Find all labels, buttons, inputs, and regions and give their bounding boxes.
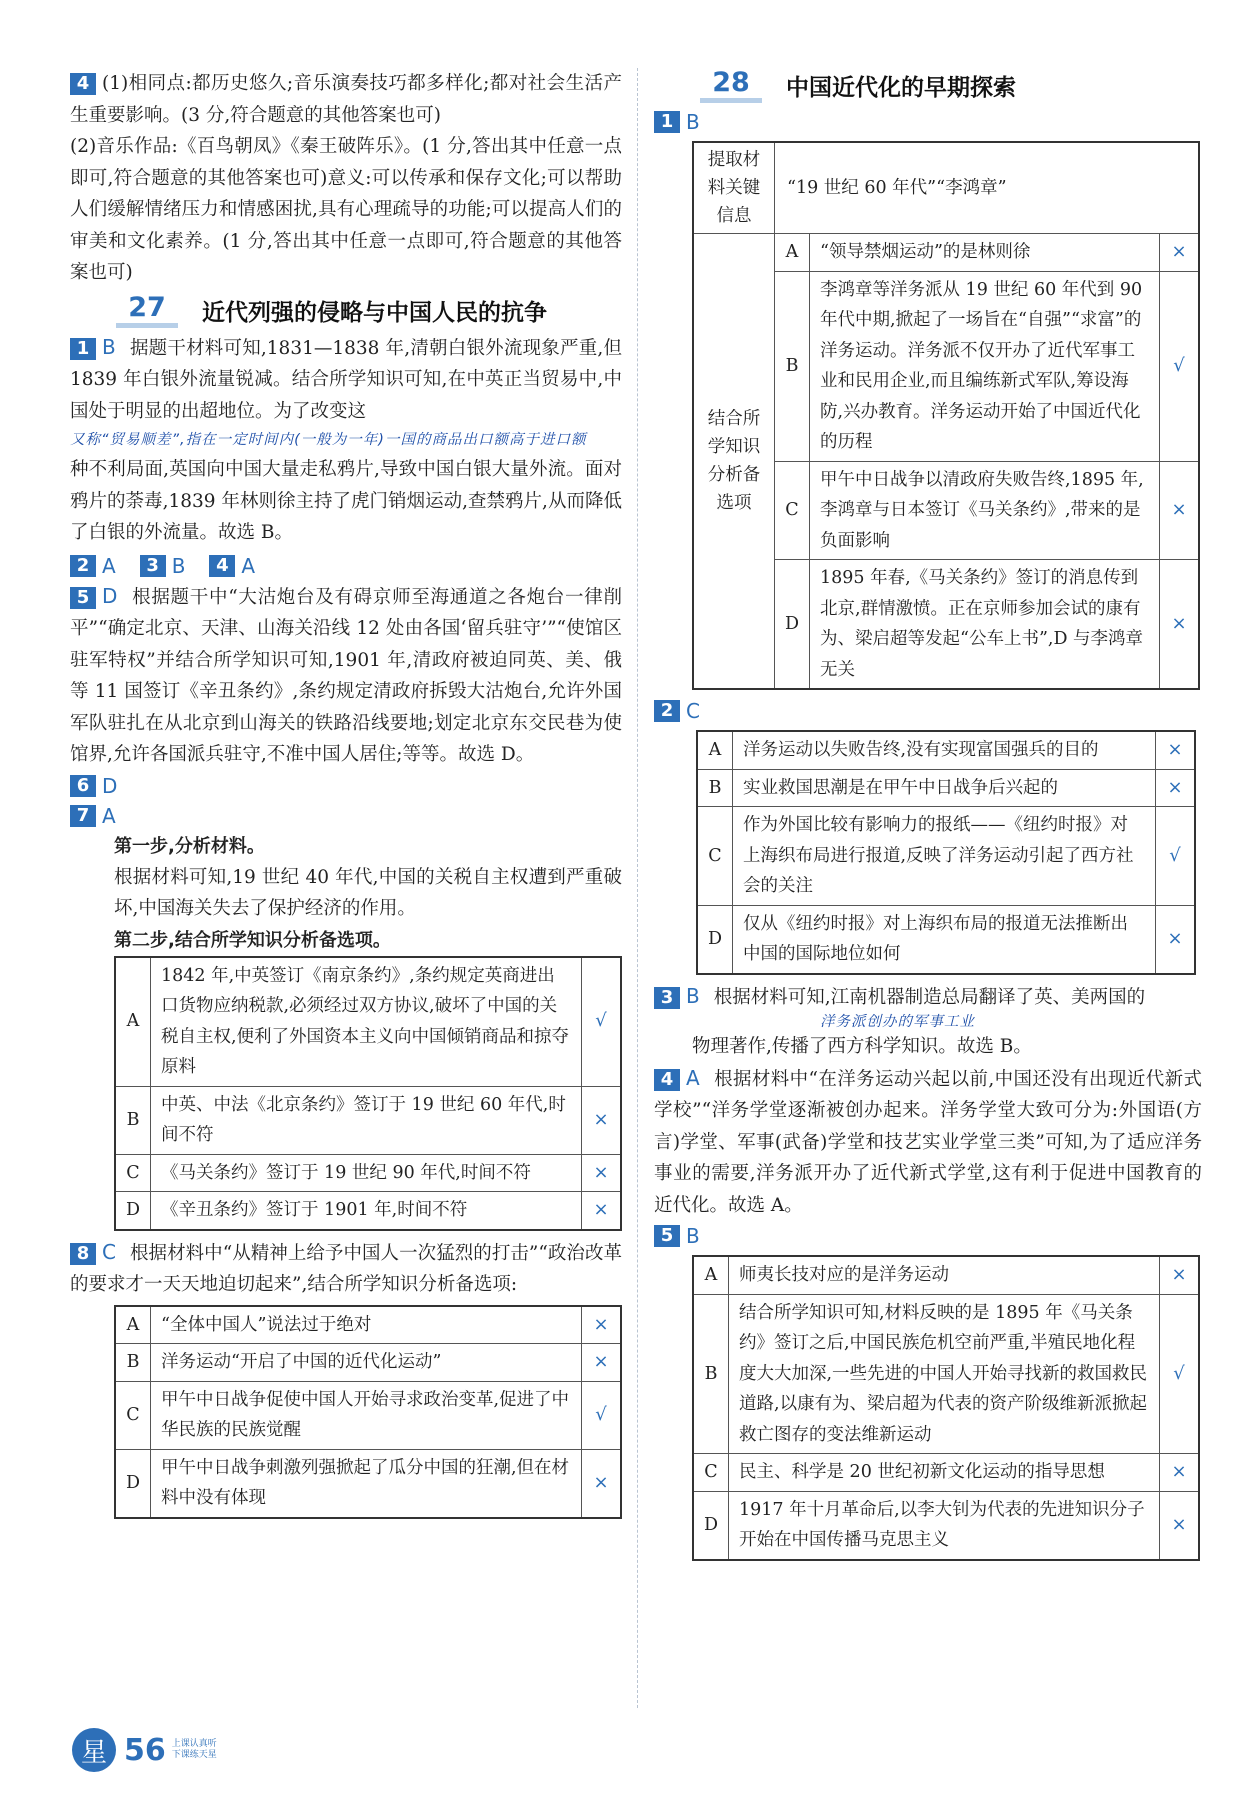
option-analysis: 仅从《纽约时报》对上海织布局的报道无法推断出中国的国际地位如何	[733, 905, 1156, 974]
section-title: 近代列强的侵略与中国人民的抗争	[202, 299, 547, 326]
key-info-label: 提取材料关键信息	[693, 142, 775, 234]
table-row	[693, 1294, 1199, 1454]
option-label: D	[115, 1449, 151, 1518]
footer-slogan: 上课认真听 下课练天星	[171, 1739, 217, 1760]
q8-block	[70, 1237, 622, 1519]
answer-letter: A	[241, 553, 256, 578]
page-number: 56	[124, 1732, 166, 1768]
q8-options-table	[114, 1305, 622, 1519]
q5-text: 5 D 根据题干中“大沽炮台及有碍京师至海通道之各炮台一律削平”“确定北京、天津、山海关沿线 12 处由各国‘留兵驻守’”“使馆区驻军特权”并结合所学知识可知,1901 年,清政府被迫同英、美、俄等 11 国签订《辛丑条约》,条约规定清政府拆毁大沽炮台,允许外国军队驻扎在从北京到山海关的铁路沿线要地;划定北京东交民巷为使馆界,允许各国派兵驻守,不准中国人居住;等等。故选 D。	[70, 583, 622, 765]
question-number: 4	[70, 73, 96, 95]
question-number: 5	[654, 1225, 680, 1247]
q7-header	[70, 801, 622, 831]
q7-options-table	[114, 956, 622, 1231]
check-mark-icon: √	[1160, 271, 1200, 461]
q4-part2: (2)音乐作品:《百鸟朝凤》《秦王破阵乐》。(1 分,答出其中任意一点即可,符合题意的其他答案也可)意义:可以传承和保存文化;可以帮助人们缓解情绪压力和情感困扰,具有心理疏导的功能;可以提高人们的审美和文化素养。(1 分,答出其中任意一点即可,符合题意的其他答案也可)	[70, 136, 622, 283]
star-logo-icon: 星	[72, 1728, 116, 1772]
option-label: B	[693, 1294, 729, 1454]
option-analysis: 师夷长技对应的是洋务运动	[729, 1256, 1160, 1294]
cross-mark-icon: ×	[582, 1449, 622, 1518]
table-row	[697, 905, 1195, 974]
option-label: B	[115, 1086, 151, 1154]
table-row	[693, 234, 1199, 272]
cross-mark-icon: ×	[1160, 234, 1200, 272]
cross-mark-icon: ×	[1160, 1256, 1200, 1294]
q2-header	[654, 696, 1202, 726]
key-info-value: “19 世纪 60 年代”“李鸿章”	[775, 142, 1200, 234]
option-label: C	[697, 807, 733, 906]
table-row	[697, 731, 1195, 769]
answer-letter: B	[171, 553, 186, 578]
q4-answer-block	[70, 68, 622, 289]
q7-step1: 第一步,分析材料。	[114, 835, 265, 857]
q7-step2: 第二步,结合所学知识分析备选项。	[114, 929, 391, 951]
q4-block	[654, 1063, 1202, 1222]
table-row	[115, 1344, 621, 1382]
question-number: 5	[70, 587, 96, 609]
option-label: A	[775, 234, 810, 272]
q1-text-a: 1 B 据题干材料可知,1831—1838 年,清朝白银外流现象严重,但 1839 年白银外流量锐减。结合所学知识可知,在中英正当贸易中,中国处于明显的出超地位。为了改变这	[70, 334, 622, 422]
table-row	[693, 1491, 1199, 1560]
option-analysis: 实业救国思潮是在甲午中日战争后兴起的	[733, 769, 1156, 807]
answer-letter: A	[102, 803, 116, 828]
option-analysis: 甲午中日战争刺激列强掀起了瓜分中国的狂潮,但在材料中没有体现	[151, 1449, 582, 1518]
handwritten-note: 洋务派创办的军事工业	[820, 1014, 975, 1030]
option-label: C	[115, 1154, 151, 1192]
q6-answer	[70, 771, 622, 801]
cross-mark-icon: ×	[1160, 1454, 1200, 1492]
option-analysis: 李鸿章等洋务派从 19 世纪 60 年代到 90 年代中期,掀起了一场旨在“自强”“求富”的洋务运动。洋务派不仅开办了近代军事工业和民用企业,而且编练新式军队,筹设海防,兴办教育。洋务运动开始了中国近代化的历程	[810, 271, 1160, 461]
section-number: 28	[700, 68, 762, 103]
option-label: D	[697, 905, 733, 974]
page-footer	[72, 1728, 217, 1772]
answer-letter: D	[102, 583, 118, 608]
q7-step1-text: 根据材料可知,19 世纪 40 年代,中国的关税自主权遭到严重破坏,中国海关失去了保护经济的作用。	[114, 866, 622, 919]
table-row	[115, 1449, 621, 1518]
q2-q4-answers	[70, 551, 622, 581]
question-number: 3	[140, 555, 166, 577]
q8-text: 8 C 根据材料中“从精神上给予中国人一次猛烈的打击”“政治改革的要求才一天天地迫切起来”,结合所学知识分析备选项:	[70, 1239, 622, 1295]
question-number: 4	[654, 1069, 680, 1091]
cross-mark-icon: ×	[1160, 560, 1200, 690]
answer-letter: A	[686, 1065, 700, 1090]
q3-text-a: 3 B 根据材料可知,江南机器制造总局翻译了英、美两国的	[654, 981, 1202, 1014]
option-analysis: 《辛丑条约》签订于 1901 年,时间不符	[151, 1192, 582, 1230]
option-analysis: 1917 年十月革命后,以李大钊为代表的先进知识分子开始在中国传播马克思主义	[729, 1491, 1160, 1560]
option-analysis: 1842 年,中英签订《南京条约》,条约规定英商进出口货物应纳税款,必须经过双方协议,破坏了中国的关税自主权,便利了外国资本主义向中国倾销商品和掠夺原料	[151, 957, 582, 1087]
option-analysis: 洋务运动以失败告终,没有实现富国强兵的目的	[733, 731, 1156, 769]
option-label: A	[693, 1256, 729, 1294]
option-label: C	[115, 1381, 151, 1449]
option-analysis: 1895 年春,《马关条约》签订的消息传到北京,群情激愤。正在京师参加会试的康有为、梁启超等发起“公车上书”,D 与李鸿章无关	[810, 560, 1160, 690]
table-row	[693, 142, 1199, 234]
option-label: C	[775, 461, 810, 560]
table-row	[115, 1306, 621, 1344]
question-number: 1	[654, 111, 680, 133]
option-label: D	[775, 560, 810, 690]
q3-block	[654, 981, 1202, 1063]
handwritten-note: 又称“贸易顺差”,指在一定时间内(一般为一年)一国的商品出口额高于进口额	[70, 432, 587, 448]
question-number: 1	[70, 338, 96, 360]
cross-mark-icon: ×	[582, 1192, 622, 1230]
option-analysis: 中英、中法《北京条约》签订于 19 世纪 60 年代,时间不符	[151, 1086, 582, 1154]
option-analysis: 作为外国比较有影响力的报纸——《纽约时报》对上海织布局进行报道,反映了洋务运动引起了西方社会的关注	[733, 807, 1156, 906]
option-analysis: 洋务运动“开启了中国的近代化运动”	[151, 1344, 582, 1382]
option-label: D	[115, 1192, 151, 1230]
option-label: D	[693, 1491, 729, 1560]
answer-letter: B	[686, 983, 700, 1008]
answer-letter: D	[102, 773, 118, 798]
cross-mark-icon: ×	[1160, 461, 1200, 560]
q2-options-table	[696, 730, 1196, 975]
option-label: A	[115, 1306, 151, 1344]
question-number: 4	[209, 555, 235, 577]
answer-letter: B	[102, 334, 116, 359]
q1-block	[70, 332, 622, 549]
q5-block	[70, 581, 622, 771]
q3-text-b: 物理著作,传播了西方科学知识。故选 B。	[692, 1036, 1032, 1057]
q2-answer	[70, 554, 130, 578]
q5-header	[654, 1221, 1202, 1251]
analysis-label: 结合所学知识分析备选项	[693, 234, 775, 690]
table-row	[693, 1256, 1199, 1294]
q1-text-b: 种不利局面,英国向中国大量走私鸦片,导致中国白银大量外流。面对鸦片的荼毒,1839 年林则徐主持了虎门销烟运动,查禁鸦片,从而降低了白银的外流量。故选 B。	[70, 459, 622, 543]
option-label: A	[697, 731, 733, 769]
check-mark-icon: √	[582, 1381, 622, 1449]
option-analysis: 甲午中日战争促使中国人开始寻求政治变革,促进了中华民族的民族觉醒	[151, 1381, 582, 1449]
cross-mark-icon: ×	[582, 1344, 622, 1382]
table-row	[115, 1192, 621, 1230]
option-analysis: 结合所学知识可知,材料反映的是 1895 年《马关条约》签订之后,中国民族危机空前严重,半殖民地化程度大大加深,一些先进的中国人开始寻找新的救国救民道路,以康有为、梁启超为代表的资产阶级维新派掀起救亡图存的变法维新运动	[729, 1294, 1160, 1454]
cross-mark-icon: ×	[582, 1154, 622, 1192]
q3-answer	[140, 554, 200, 578]
answer-letter: C	[102, 1239, 116, 1264]
option-label: A	[115, 957, 151, 1087]
answer-letter: B	[686, 110, 700, 134]
question-number: 2	[70, 555, 96, 577]
cross-mark-icon: ×	[1160, 1491, 1200, 1560]
left-column	[70, 68, 622, 1519]
table-row	[115, 957, 621, 1087]
option-analysis: 民主、科学是 20 世纪初新文化运动的指导思想	[729, 1454, 1160, 1492]
section-number: 27	[116, 293, 178, 328]
option-label: B	[115, 1344, 151, 1382]
table-row	[115, 1086, 621, 1154]
table-row	[115, 1154, 621, 1192]
check-mark-icon: √	[1156, 807, 1196, 906]
question-number: 8	[70, 1243, 96, 1265]
column-divider	[637, 68, 638, 1708]
section-27-header	[70, 293, 622, 328]
option-analysis: “全体中国人”说法过于绝对	[151, 1306, 582, 1344]
option-analysis: 甲午中日战争以清政府失败告终,1895 年,李鸿章与日本签订《马关条约》,带来的是负面影响	[810, 461, 1160, 560]
q1-header	[654, 107, 1202, 137]
question-number: 6	[70, 775, 96, 797]
option-label: B	[697, 769, 733, 807]
check-mark-icon: √	[1160, 1294, 1200, 1454]
q7-block	[70, 831, 622, 1231]
cross-mark-icon: ×	[582, 1306, 622, 1344]
q5-options-table	[692, 1255, 1200, 1561]
table-row	[693, 1454, 1199, 1492]
section-28-header	[654, 68, 1202, 103]
answer-letter: A	[102, 553, 116, 578]
q4-text: 4 A 根据材料中“在洋务运动兴起以前,中国还没有出现近代新式学校”“洋务学堂逐渐被创办起来。洋务学堂大致可分为:外国语(方言)学堂、军事(武备)学堂和技艺实业学堂三类”可知,为了适应洋务事业的需要,洋务派开办了近代新式学堂,这有利于促进中国教育的近代化。故选 A。	[654, 1065, 1202, 1216]
cross-mark-icon: ×	[582, 1086, 622, 1154]
question-number: 7	[70, 805, 96, 827]
table-row	[115, 1381, 621, 1449]
answer-letter: B	[686, 1224, 700, 1248]
question-number: 3	[654, 987, 680, 1009]
option-label: C	[693, 1454, 729, 1492]
option-analysis: 《马关条约》签订于 19 世纪 90 年代,时间不符	[151, 1154, 582, 1192]
table-row	[697, 769, 1195, 807]
q4-answer	[209, 554, 269, 578]
check-mark-icon: √	[582, 957, 622, 1087]
right-column	[654, 68, 1202, 1561]
q1-analysis-table	[692, 141, 1200, 690]
table-row	[697, 807, 1195, 906]
q4-part1: 4 (1)相同点:都历史悠久;音乐演奏技巧都多样化;都对社会生活产生重要影响。(3 分,符合题意的其他答案也可)	[70, 73, 622, 126]
answer-letter: C	[686, 699, 700, 723]
option-analysis: “领导禁烟运动”的是林则徐	[810, 234, 1160, 272]
cross-mark-icon: ×	[1156, 905, 1196, 974]
question-number: 2	[654, 700, 680, 722]
option-label: B	[775, 271, 810, 461]
section-title: 中国近代化的早期探索	[786, 75, 1016, 101]
cross-mark-icon: ×	[1156, 731, 1196, 769]
cross-mark-icon: ×	[1156, 769, 1196, 807]
